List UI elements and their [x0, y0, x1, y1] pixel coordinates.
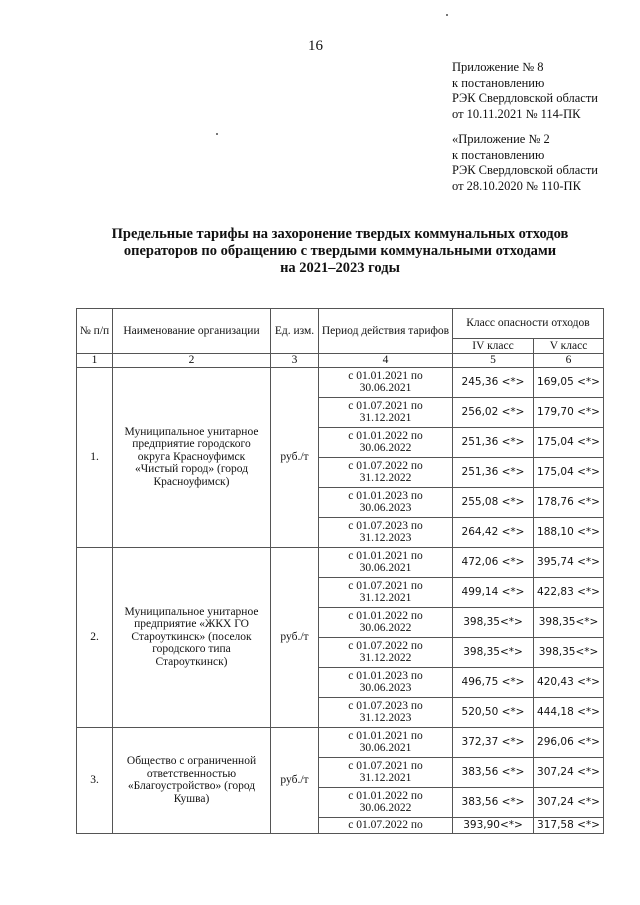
tariff-class-iv: 393,90<*> [453, 817, 534, 833]
tariff-class-iv: 255,08 <*> [453, 487, 534, 517]
table-row [77, 727, 604, 757]
tariff-class-iv: 383,56 <*> [453, 757, 534, 787]
tariff-class-iv: 499,14 <*> [453, 577, 534, 607]
scan-speck [216, 133, 218, 135]
scan-speck [446, 14, 448, 16]
tariff-period: с 01.01.2023 по 30.06.2023 [319, 487, 453, 517]
tariff-class-v: 395,74 <*> [534, 547, 604, 577]
appendix-line: к постановлению [452, 147, 545, 162]
tariff-class-v: 178,76 <*> [534, 487, 604, 517]
tariff-class-v: 420,43 <*> [534, 667, 604, 697]
title-line: Предельные тарифы на захоронение твердых коммунальных отходов [111, 226, 569, 242]
tariff-class-v: 188,10 <*> [534, 517, 604, 547]
appendix-line: от 28.10.2020 № 110-ПК [452, 178, 581, 193]
unit: руб./т [271, 367, 319, 547]
page-number: 16 [308, 38, 323, 54]
tariff-period: с 01.01.2021 по 30.06.2021 [319, 367, 453, 397]
document-title [90, 226, 590, 277]
tariff-class-v: 307,24 <*> [534, 757, 604, 787]
unit: руб./т [271, 547, 319, 727]
appendix-line: РЭК Свердловской области [452, 163, 598, 177]
appendix-header [452, 60, 598, 122]
appendix-reference [452, 132, 598, 194]
tariff-class-v: 444,18 <*> [534, 697, 604, 727]
title-line: на 2021–2023 годы [280, 260, 400, 276]
table-row [77, 547, 604, 577]
appendix-line: РЭК Свердловской области [452, 91, 598, 105]
org-name: Общество с ограниченной ответственностью «Благоустройство» (город Кушва) [113, 727, 271, 833]
tariff-period: с 01.01.2022 по 30.06.2022 [319, 787, 453, 817]
header-period: Период действия тарифов [319, 309, 453, 354]
col-number: 5 [453, 354, 534, 368]
tariff-class-iv: 251,36 <*> [453, 457, 534, 487]
tariff-period: с 01.07.2022 по 31.12.2022 [319, 637, 453, 667]
appendix-line: «Приложение № 2 [452, 132, 550, 146]
tariff-class-iv: 264,42 <*> [453, 517, 534, 547]
tariff-class-v: 179,70 <*> [534, 397, 604, 427]
header-v: V класс [534, 338, 604, 353]
tariff-period: с 01.07.2021 по 31.12.2021 [319, 397, 453, 427]
tariff-class-v: 398,35<*> [534, 637, 604, 667]
tariff-period: с 01.07.2023 по 31.12.2023 [319, 517, 453, 547]
header-num: № п/п [77, 309, 113, 354]
tariff-period: с 01.07.2022 по 31.12.2022 [319, 457, 453, 487]
tariff-class-v: 296,06 <*> [534, 727, 604, 757]
tariff-class-v: 169,05 <*> [534, 367, 604, 397]
tariff-class-v: 307,24 <*> [534, 787, 604, 817]
tariff-class-iv: 251,36 <*> [453, 427, 534, 457]
tariff-period: с 01.07.2023 по 31.12.2023 [319, 697, 453, 727]
appendix-line: к постановлению [452, 75, 545, 90]
tariff-class-iv: 472,06 <*> [453, 547, 534, 577]
header-class: Класс опасности отходов [453, 309, 604, 339]
header-iv: IV класс [453, 338, 534, 353]
tariff-class-iv: 398,35<*> [453, 607, 534, 637]
tariff-class-iv: 245,36 <*> [453, 367, 534, 397]
tariff-class-iv: 383,56 <*> [453, 787, 534, 817]
tariff-period: с 01.01.2022 по 30.06.2022 [319, 607, 453, 637]
col-number: 4 [319, 354, 453, 368]
appendix-line: Приложение № 8 [452, 60, 544, 74]
tariff-period: с 01.01.2022 по 30.06.2022 [319, 427, 453, 457]
col-number: 2 [113, 354, 271, 368]
tariff-class-v: 175,04 <*> [534, 457, 604, 487]
table-row [77, 367, 604, 397]
tariff-table [76, 308, 604, 834]
tariff-class-iv: 520,50 <*> [453, 697, 534, 727]
tariff-period: с 01.07.2021 по 31.12.2021 [319, 577, 453, 607]
org-name: Муниципальное унитарное предприятие городского округа Красноуфимск «Чистый город» (город Красноуфимск) [113, 367, 271, 547]
appendix-line: от 10.11.2021 № 114-ПК [452, 106, 581, 121]
org-number: 2. [77, 547, 113, 727]
tariff-class-v: 398,35<*> [534, 607, 604, 637]
col-number: 1 [77, 354, 113, 368]
tariff-period: с 01.07.2022 по [319, 817, 453, 833]
col-number: 3 [271, 354, 319, 368]
tariff-class-iv: 398,35<*> [453, 637, 534, 667]
tariff-period: с 01.07.2021 по 31.12.2021 [319, 757, 453, 787]
org-name: Муниципальное унитарное предприятие «ЖКХ ГО Староуткинск» (поселок городского типа Староуткинск) [113, 547, 271, 727]
org-number: 3. [77, 727, 113, 833]
header-name: Наименование организации [113, 309, 271, 354]
tariff-class-iv: 256,02 <*> [453, 397, 534, 427]
title-line: операторов по обращению с твердыми коммунальными отходами [123, 243, 557, 259]
unit: руб./т [271, 727, 319, 833]
tariff-class-iv: 496,75 <*> [453, 667, 534, 697]
tariff-class-v: 317,58 <*> [534, 817, 604, 833]
tariff-class-v: 175,04 <*> [534, 427, 604, 457]
header-unit: Ед. изм. [271, 309, 319, 354]
tariff-class-iv: 372,37 <*> [453, 727, 534, 757]
col-number: 6 [534, 354, 604, 368]
tariff-period: с 01.01.2021 по 30.06.2021 [319, 547, 453, 577]
org-number: 1. [77, 367, 113, 547]
tariff-period: с 01.01.2021 по 30.06.2021 [319, 727, 453, 757]
tariff-class-v: 422,83 <*> [534, 577, 604, 607]
tariff-period: с 01.01.2023 по 30.06.2023 [319, 667, 453, 697]
